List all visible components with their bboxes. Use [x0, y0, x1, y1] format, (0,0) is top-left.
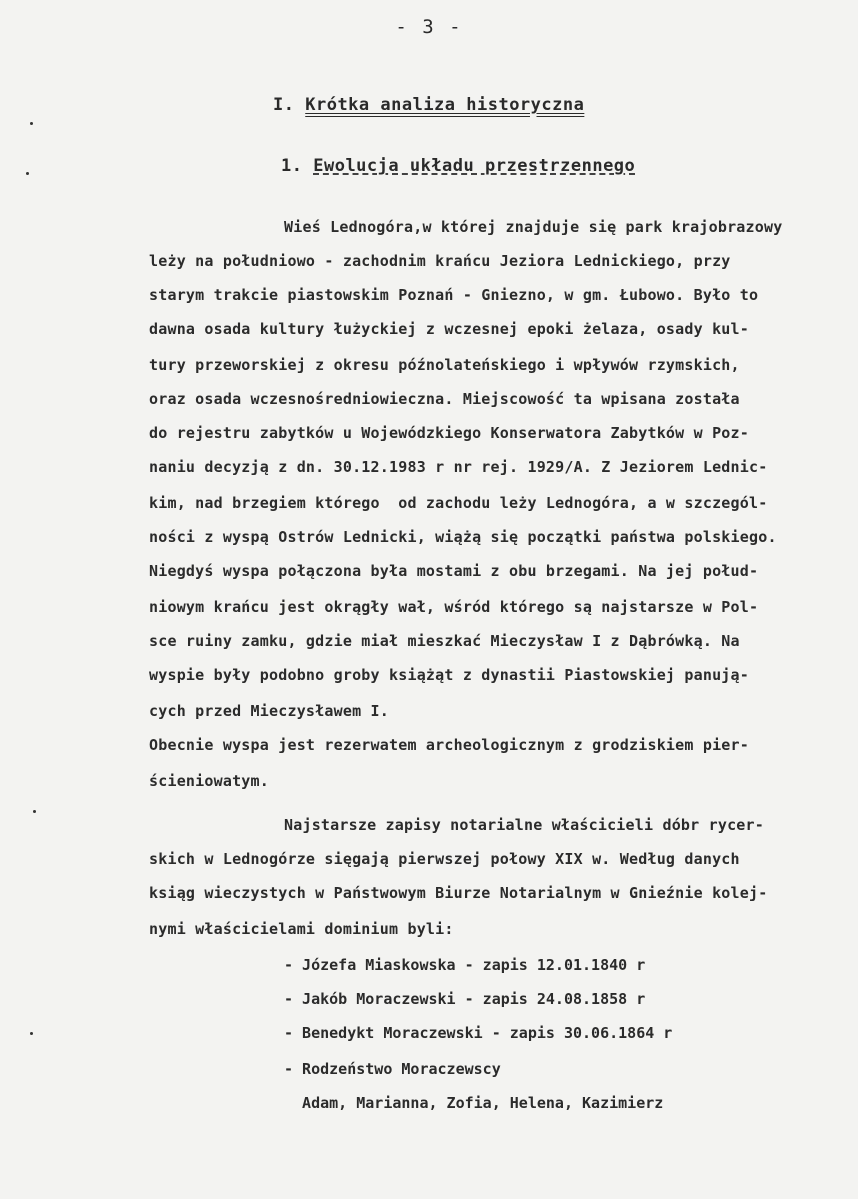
page-number: - 3 -: [395, 16, 463, 38]
text-line: niowym krańcu jest okrągły wał, wśród którego są najstarsze w Pol-: [149, 598, 759, 616]
text-line: wyspie były podobno groby książąt z dynastii Piastowskiej panują-: [149, 666, 749, 684]
list-item: - Józefa Miaskowska - zapis 12.01.1840 r: [284, 956, 646, 974]
margin-mark: [30, 1032, 33, 1035]
section-heading: [273, 95, 584, 115]
margin-mark: [30, 122, 33, 125]
text-line: skich w Lednogórze sięgają pierwszej połowy XIX w. Według danych: [149, 850, 740, 868]
text-line: oraz osada wczesnośredniowieczna. Miejscowość ta wpisana została: [149, 390, 740, 408]
text-line: Wieś Lednogóra,w której znajduje się park krajobrazowy: [284, 218, 783, 236]
text-line: Najstarsze zapisy notarialne właścicieli dóbr rycer-: [284, 816, 764, 834]
subsection-heading: [281, 156, 635, 176]
section-title: Krótka analiza historyczna: [305, 95, 585, 115]
list-item: - Rodzeństwo Moraczewscy: [284, 1060, 501, 1078]
text-line: tury przeworskiej z okresu późnolateńskiego i wpływów rzymskich,: [149, 356, 740, 374]
subsection-number: 1.: [281, 156, 303, 176]
margin-mark: [33, 810, 36, 813]
margin-mark: [26, 172, 29, 175]
text-line: Obecnie wyspa jest rezerwatem archeologicznym z grodziskiem pier-: [149, 736, 749, 754]
text-line: ścieniowatym.: [149, 772, 269, 790]
text-line: ksiąg wieczystych w Państwowym Biurze Notarialnym w Gnieźnie kolej-: [149, 884, 768, 902]
text-line: leży na południowo - zachodnim krańcu Jeziora Lednickiego, przy: [149, 252, 731, 270]
list-item: - Jakób Moraczewski - zapis 24.08.1858 r: [284, 990, 646, 1008]
text-line: cych przed Mieczysławem I.: [149, 702, 389, 720]
list-item: Adam, Marianna, Zofia, Helena, Kazimierz: [284, 1094, 664, 1112]
text-line: dawna osada kultury łużyckiej z wczesnej epoki żelaza, osady kul-: [149, 320, 749, 338]
text-line: Niegdyś wyspa połączona była mostami z obu brzegami. Na jej połud-: [149, 562, 759, 580]
text-line: starym trakcie piastowskim Poznań - Gniezno, w gm. Łubowo. Było to: [149, 286, 759, 304]
subsection-title: Ewolucja układu przestrzennego: [313, 156, 636, 176]
section-number: I.: [273, 95, 295, 115]
text-line: nymi właścicielami dominium byli:: [149, 920, 454, 938]
text-line: sce ruiny zamku, gdzie miał mieszkać Mieczysław I z Dąbrówką. Na: [149, 632, 740, 650]
text-line: ności z wyspą Ostrów Lednicki, wiążą się początki państwa polskiego.: [149, 528, 777, 546]
text-line: do rejestru zabytków u Wojewódzkiego Konserwatora Zabytków w Poz-: [149, 424, 749, 442]
text-line: naniu decyzją z dn. 30.12.1983 r nr rej. 1929/A. Z Jeziorem Lednic-: [149, 458, 768, 476]
text-line: kim, nad brzegiem którego od zachodu leży Lednogóra, a w szczegól-: [149, 494, 768, 512]
list-item: - Benedykt Moraczewski - zapis 30.06.1864 r: [284, 1024, 673, 1042]
